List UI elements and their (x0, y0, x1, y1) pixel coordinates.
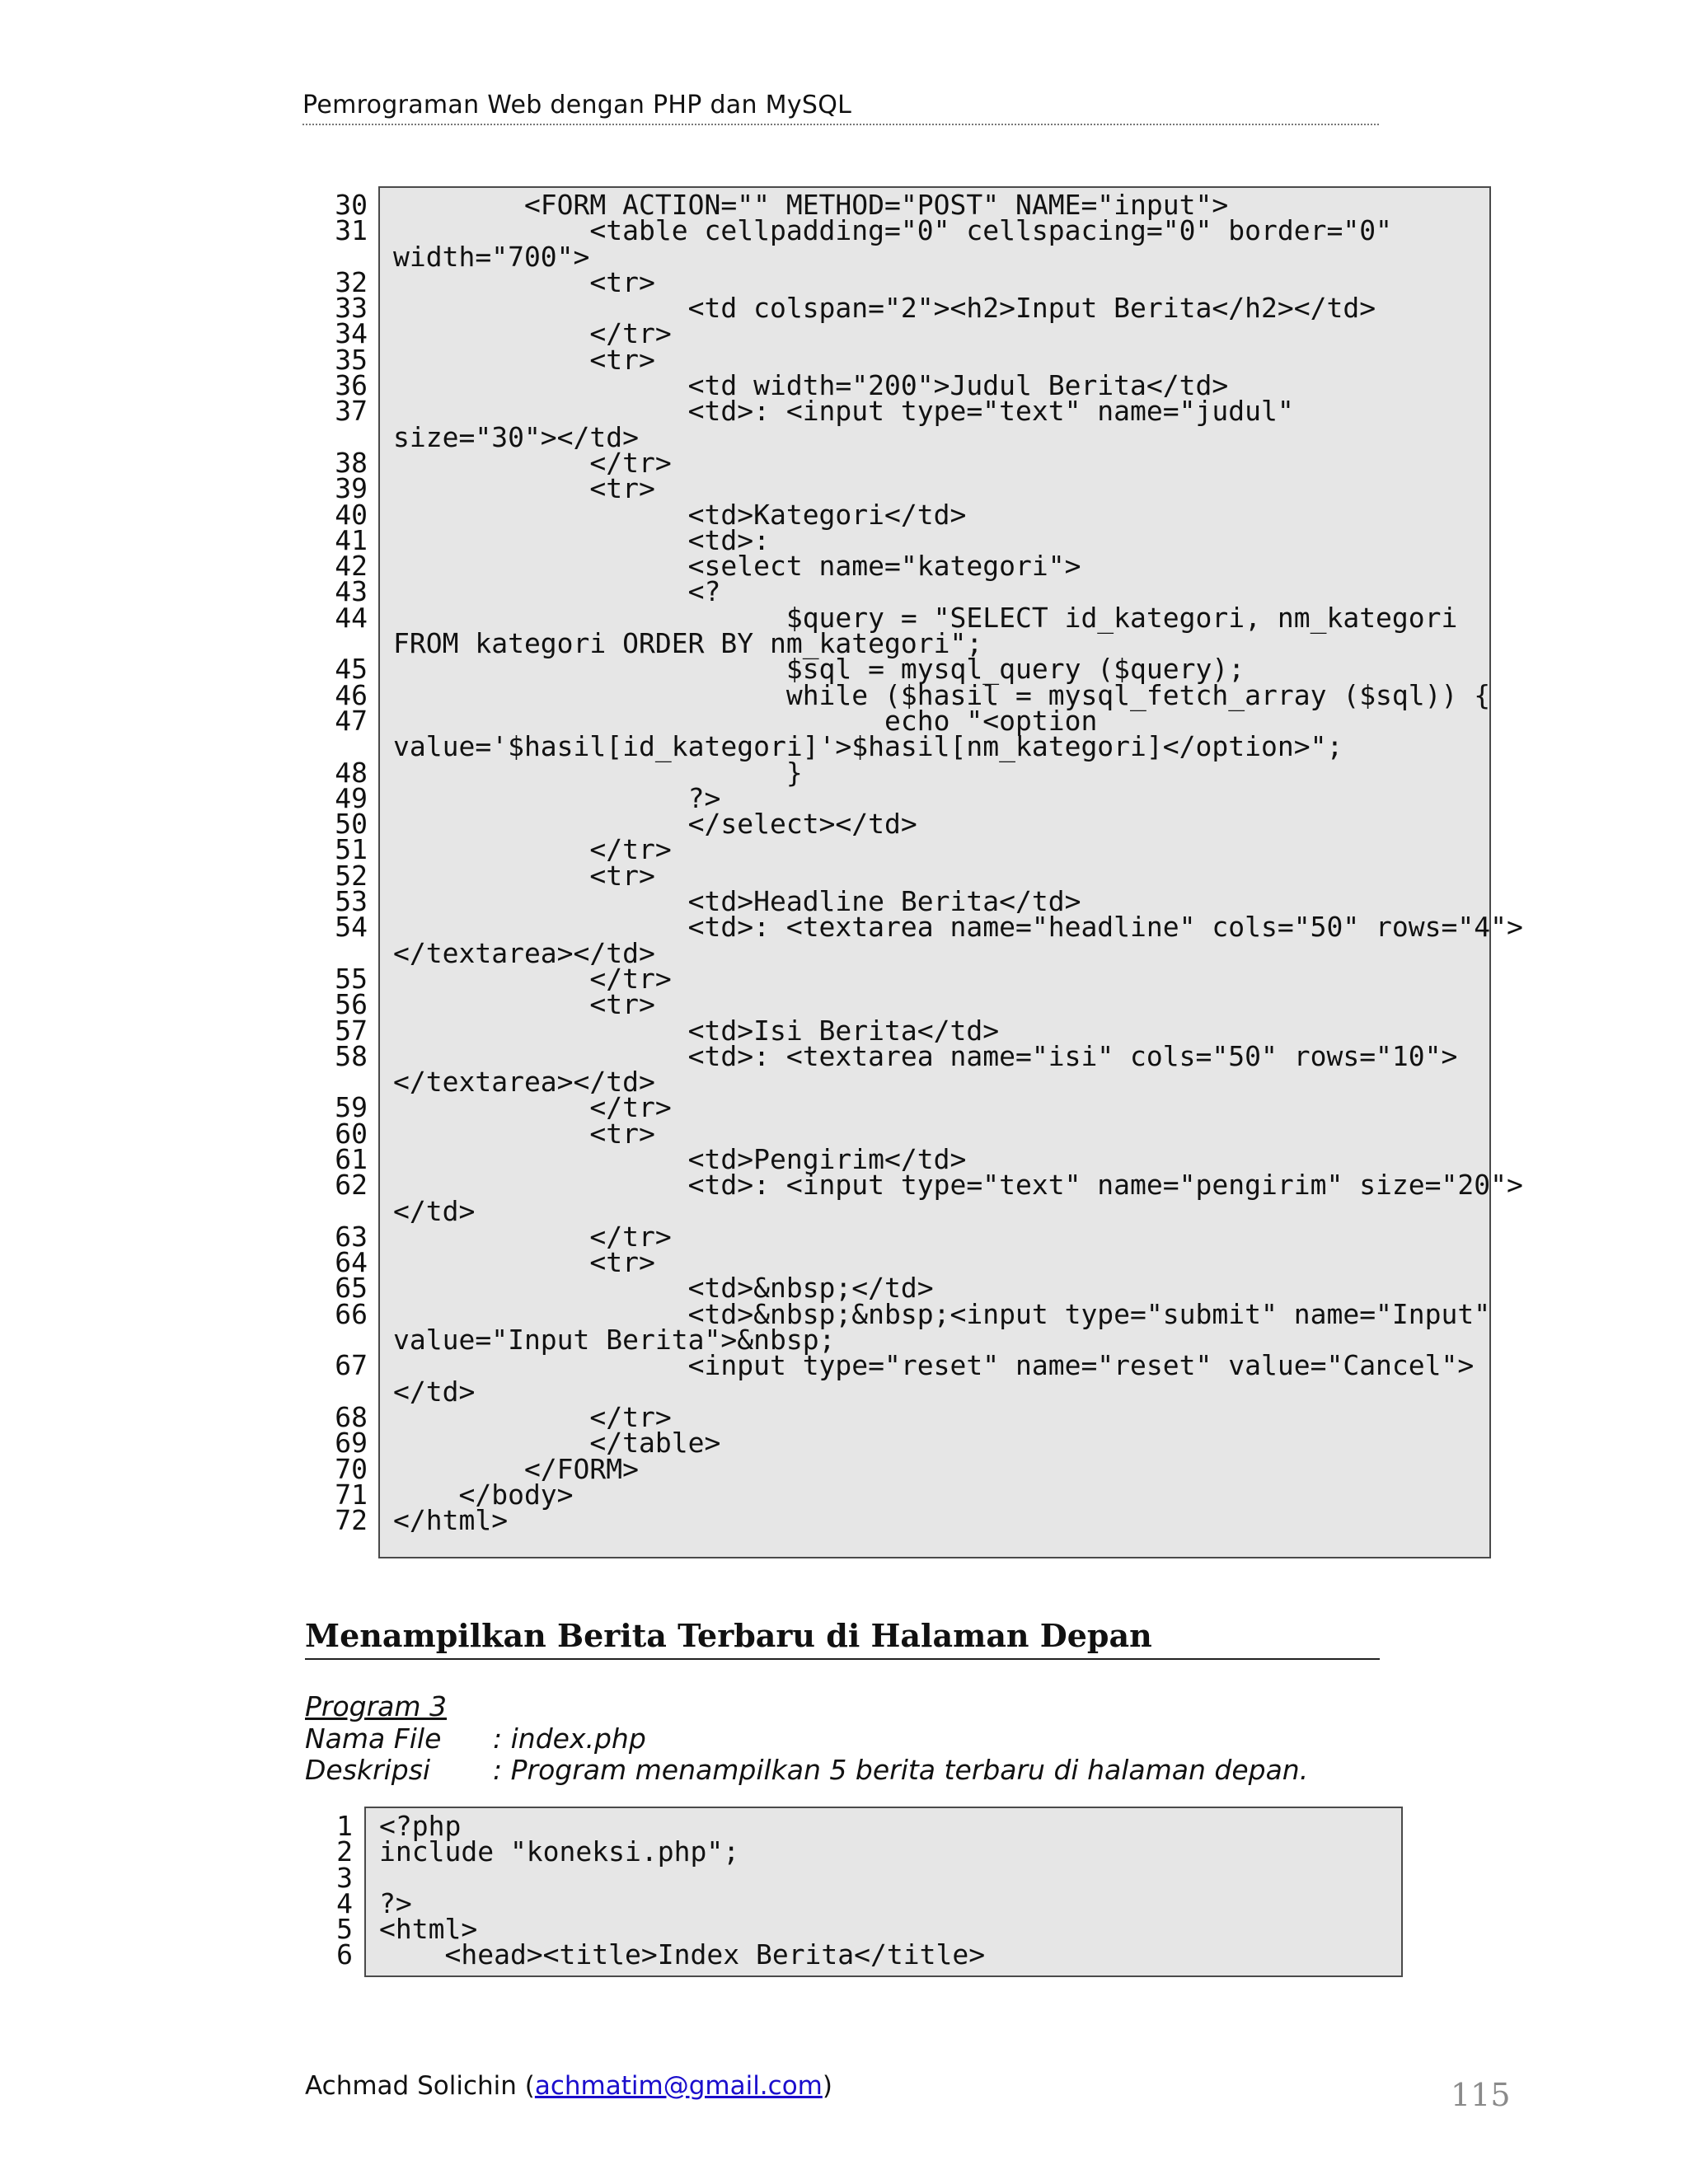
code-line: </td> (393, 1375, 476, 1408)
code-line: FROM kategori ORDER BY nm_kategori"; (393, 627, 983, 660)
line-number: 68 (335, 1400, 368, 1433)
line-number: 70 (335, 1452, 368, 1485)
code-line: </textarea></td> (393, 936, 655, 969)
line-number: 69 (335, 1427, 368, 1460)
line-number: 55 (335, 962, 368, 995)
code-line: ?> (393, 781, 721, 814)
line-number: 44 (335, 601, 368, 634)
line-number: 52 (335, 859, 368, 892)
code-line: <td>Kategori</td> (393, 498, 967, 531)
line-number: 32 (335, 265, 368, 298)
code-line: </tr> (393, 446, 672, 479)
code-line: value='$hasil[id_kategori]'>$hasil[nm_kategori]</option>"; (393, 730, 1343, 763)
code-line: <td>Headline Berita</td> (393, 885, 1081, 918)
line-number: 2 (336, 1835, 353, 1868)
line-number: 54 (335, 911, 368, 944)
code-line: <td>: <input type="text" name="judul" (393, 395, 1294, 428)
code-line: <tr> (393, 265, 655, 298)
code-line: size="30"></td> (393, 420, 640, 453)
code-line: <tr> (393, 343, 655, 376)
code-line: value="Input Berita">&nbsp; (393, 1324, 836, 1357)
line-number: 39 (335, 472, 368, 505)
line-number: 60 (335, 1117, 368, 1150)
code-line: <td colspan="2"><h2>Input Berita</h2></td> (393, 292, 1376, 325)
code-line: while ($hasil = mysql_fetch_array ($sql)) { (393, 678, 1491, 711)
code-line: <FORM ACTION="" METHOD="POST" NAME="input"> (393, 189, 1229, 221)
code-line: } (393, 756, 803, 789)
code-line: <td width="200">Judul Berita</td> (393, 369, 1229, 402)
code-line: <td>&nbsp;</td> (393, 1272, 934, 1305)
code-line: <?php (379, 1810, 462, 1842)
code-line: </tr> (393, 1220, 672, 1253)
line-number: 53 (335, 885, 368, 918)
line-number: 49 (335, 781, 368, 814)
code-line: $query = "SELECT id_kategori, nm_kategori (393, 601, 1458, 634)
line-number: 61 (335, 1142, 368, 1175)
code-line: <html> (379, 1913, 478, 1946)
line-number: 65 (335, 1272, 368, 1305)
line-number: 72 (335, 1504, 368, 1537)
code-line: <head><title>Index Berita</title> (379, 1938, 986, 1971)
line-number: 37 (335, 395, 368, 428)
code-text (393, 189, 1523, 1537)
line-number: 41 (335, 523, 368, 556)
code-line: <input type="reset" name="reset" value="Cancel"> (393, 1349, 1475, 1382)
line-number: 38 (335, 446, 368, 479)
line-number: 6 (336, 1938, 353, 1971)
program-info (305, 1691, 1308, 1787)
code-line: width="700"> (393, 240, 590, 273)
program-title: Program 3 (305, 1690, 448, 1722)
author-close-paren: ) (822, 2071, 832, 2101)
code-line: </FORM> (393, 1452, 640, 1485)
line-number: 3 (336, 1861, 353, 1894)
code-line: <td>Isi Berita</td> (393, 1014, 1000, 1047)
code-line: <td>: <input type="text" name="pengirim" size="20"> (393, 1169, 1523, 1202)
code-line: <td>Pengirim</td> (393, 1142, 967, 1175)
code-line: </textarea></td> (393, 1066, 655, 1099)
author-email-link[interactable]: achmatim@gmail.com (534, 2071, 823, 2101)
code-line: </html> (393, 1504, 509, 1537)
code-line: include "koneksi.php"; (379, 1835, 740, 1868)
section-title: Menampilkan Berita Terbaru di Halaman Depan (305, 1617, 1152, 1654)
line-number: 51 (335, 833, 368, 866)
line-number: 71 (335, 1478, 368, 1511)
line-number: 66 (335, 1297, 368, 1330)
line-number: 57 (335, 1014, 368, 1047)
line-number: 62 (335, 1169, 368, 1202)
code-line: <tr> (393, 472, 655, 505)
author-name: Achmad Solichin ( (305, 2071, 535, 2101)
code-line: <td>: (393, 523, 770, 556)
line-number: 63 (335, 1220, 368, 1253)
line-number (323, 733, 368, 759)
line-number: 67 (335, 1349, 368, 1382)
code-line: ?> (379, 1886, 412, 1919)
running-title: Pemrograman Web dengan PHP dan MySQL (302, 91, 852, 120)
line-number: 59 (335, 1091, 368, 1124)
line-number-gutter (323, 1810, 353, 1971)
file-name-label: Nama File (305, 1722, 442, 1755)
code-line: <td>: <textarea name="headline" cols="50" rows="4"> (393, 911, 1523, 944)
description-label: Deskripsi (305, 1754, 431, 1786)
code-line: <tr> (393, 988, 655, 1021)
line-number: 47 (335, 704, 368, 737)
code-line: <? (393, 575, 721, 608)
section-heading (305, 1615, 1380, 1660)
footer-author (305, 2071, 832, 2101)
code-line: <tr> (393, 1117, 655, 1150)
line-number: 4 (336, 1886, 353, 1919)
line-number: 5 (336, 1913, 353, 1946)
description-value: : Program menampilkan 5 berita terbaru di halaman depan. (493, 1754, 1309, 1786)
line-number: 30 (335, 189, 368, 221)
line-number: 58 (335, 1039, 368, 1072)
code-line (379, 1865, 985, 1891)
line-number: 36 (335, 369, 368, 402)
line-number: 33 (335, 292, 368, 325)
code-line: <table cellpadding="0" cellspacing="0" border="0" (393, 214, 1392, 247)
page-number: 115 (1451, 2077, 1511, 2113)
code-line: </tr> (393, 1400, 672, 1433)
line-number: 31 (335, 214, 368, 247)
code-line: </tr> (393, 317, 672, 350)
code-line: $sql = mysql_query ($query); (393, 653, 1245, 686)
file-name-value: : index.php (493, 1722, 646, 1755)
line-number: 56 (335, 988, 368, 1021)
line-number: 1 (336, 1810, 353, 1842)
line-number: 34 (335, 317, 368, 350)
code-line: </tr> (393, 962, 672, 995)
code-line: </tr> (393, 1091, 672, 1124)
line-number: 48 (335, 756, 368, 789)
line-number: 35 (335, 343, 368, 376)
code-line: <td>: <textarea name="isi" cols="50" rows="10"> (393, 1039, 1458, 1072)
line-number: 45 (335, 653, 368, 686)
code-line: <td>&nbsp;&nbsp;<input type="submit" name="Input" (393, 1297, 1491, 1330)
code-line: echo "<option (393, 704, 1098, 737)
line-number: 50 (335, 808, 368, 841)
code-line: </table> (393, 1427, 721, 1460)
line-number: 40 (335, 498, 368, 531)
code-line: <tr> (393, 1246, 655, 1279)
code-line: </td> (393, 1194, 476, 1227)
code-line: <select name="kategori"> (393, 550, 1081, 583)
running-header (302, 89, 1379, 125)
code-text (379, 1810, 986, 1971)
code-line: <tr> (393, 859, 655, 892)
line-number: 46 (335, 678, 368, 711)
line-number-gutter (323, 189, 368, 1537)
line-number: 43 (335, 575, 368, 608)
code-line: </body> (393, 1478, 574, 1511)
line-number: 64 (335, 1246, 368, 1279)
line-number: 42 (335, 550, 368, 583)
code-line: </select></td> (393, 808, 917, 841)
code-line: </tr> (393, 833, 672, 866)
